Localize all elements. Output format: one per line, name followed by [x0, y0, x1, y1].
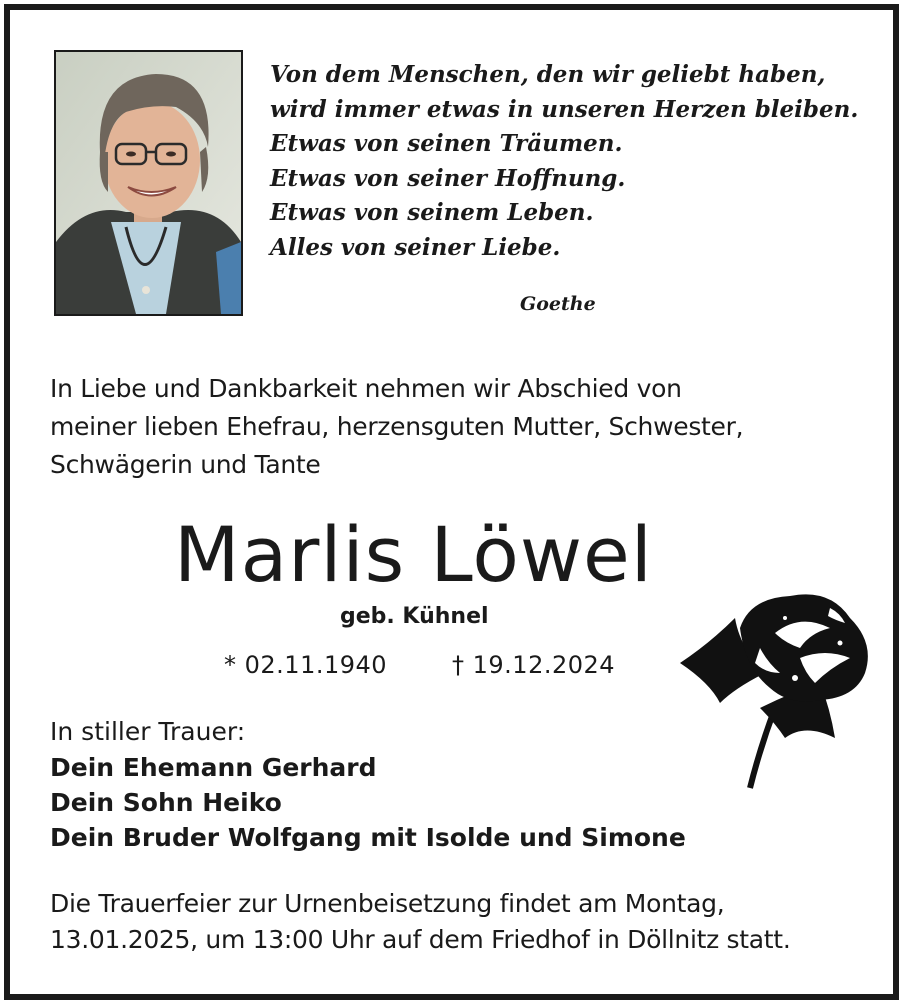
intro-line: Schwägerin und Tante: [50, 450, 321, 479]
rose-icon: [680, 588, 880, 793]
birth-date: * 02.11.1940: [224, 651, 388, 679]
poem-author: Goethe: [520, 293, 596, 315]
death-date: † 19.12.2024: [452, 651, 616, 679]
poem-line: Etwas von seiner Hoffnung.: [270, 164, 626, 192]
intro-line: meiner lieben Ehefrau, herzensguten Mutter, Schwester,: [50, 412, 744, 441]
maiden-name: geb. Kühnel: [340, 604, 489, 629]
poem-line: Von dem Menschen, den wir geliebt haben,: [270, 61, 826, 88]
mourner: Dein Sohn Heiko: [50, 788, 282, 817]
ceremony-line: 13.01.2025, um 13:00 Uhr auf dem Friedhof in Döllnitz statt.: [50, 925, 791, 954]
ceremony-line: Die Trauerfeier zur Urnenbeisetzung findet am Montag,: [50, 889, 725, 918]
portrait-photo: [54, 50, 243, 316]
ceremony-info: [50, 886, 870, 958]
mourner: Dein Ehemann Gerhard: [50, 753, 377, 782]
intro-text: [50, 370, 850, 484]
mourners-list: [50, 750, 686, 855]
intro-line: In Liebe und Dankbarkeit nehmen wir Abschied von: [50, 374, 682, 403]
poem-line: Alles von seiner Liebe.: [270, 233, 561, 261]
poem-line: wird immer etwas in unseren Herzen bleiben.: [270, 95, 859, 123]
poem-line: Etwas von seinen Träumen.: [270, 130, 623, 158]
poem: [270, 58, 870, 266]
deceased-name: Marlis Löwel: [174, 510, 653, 599]
mourning-label: In stiller Trauer:: [50, 717, 246, 746]
poem-line: Etwas von seinem Leben.: [270, 199, 594, 227]
mourner: Dein Bruder Wolfgang mit Isolde und Simone: [50, 823, 686, 852]
